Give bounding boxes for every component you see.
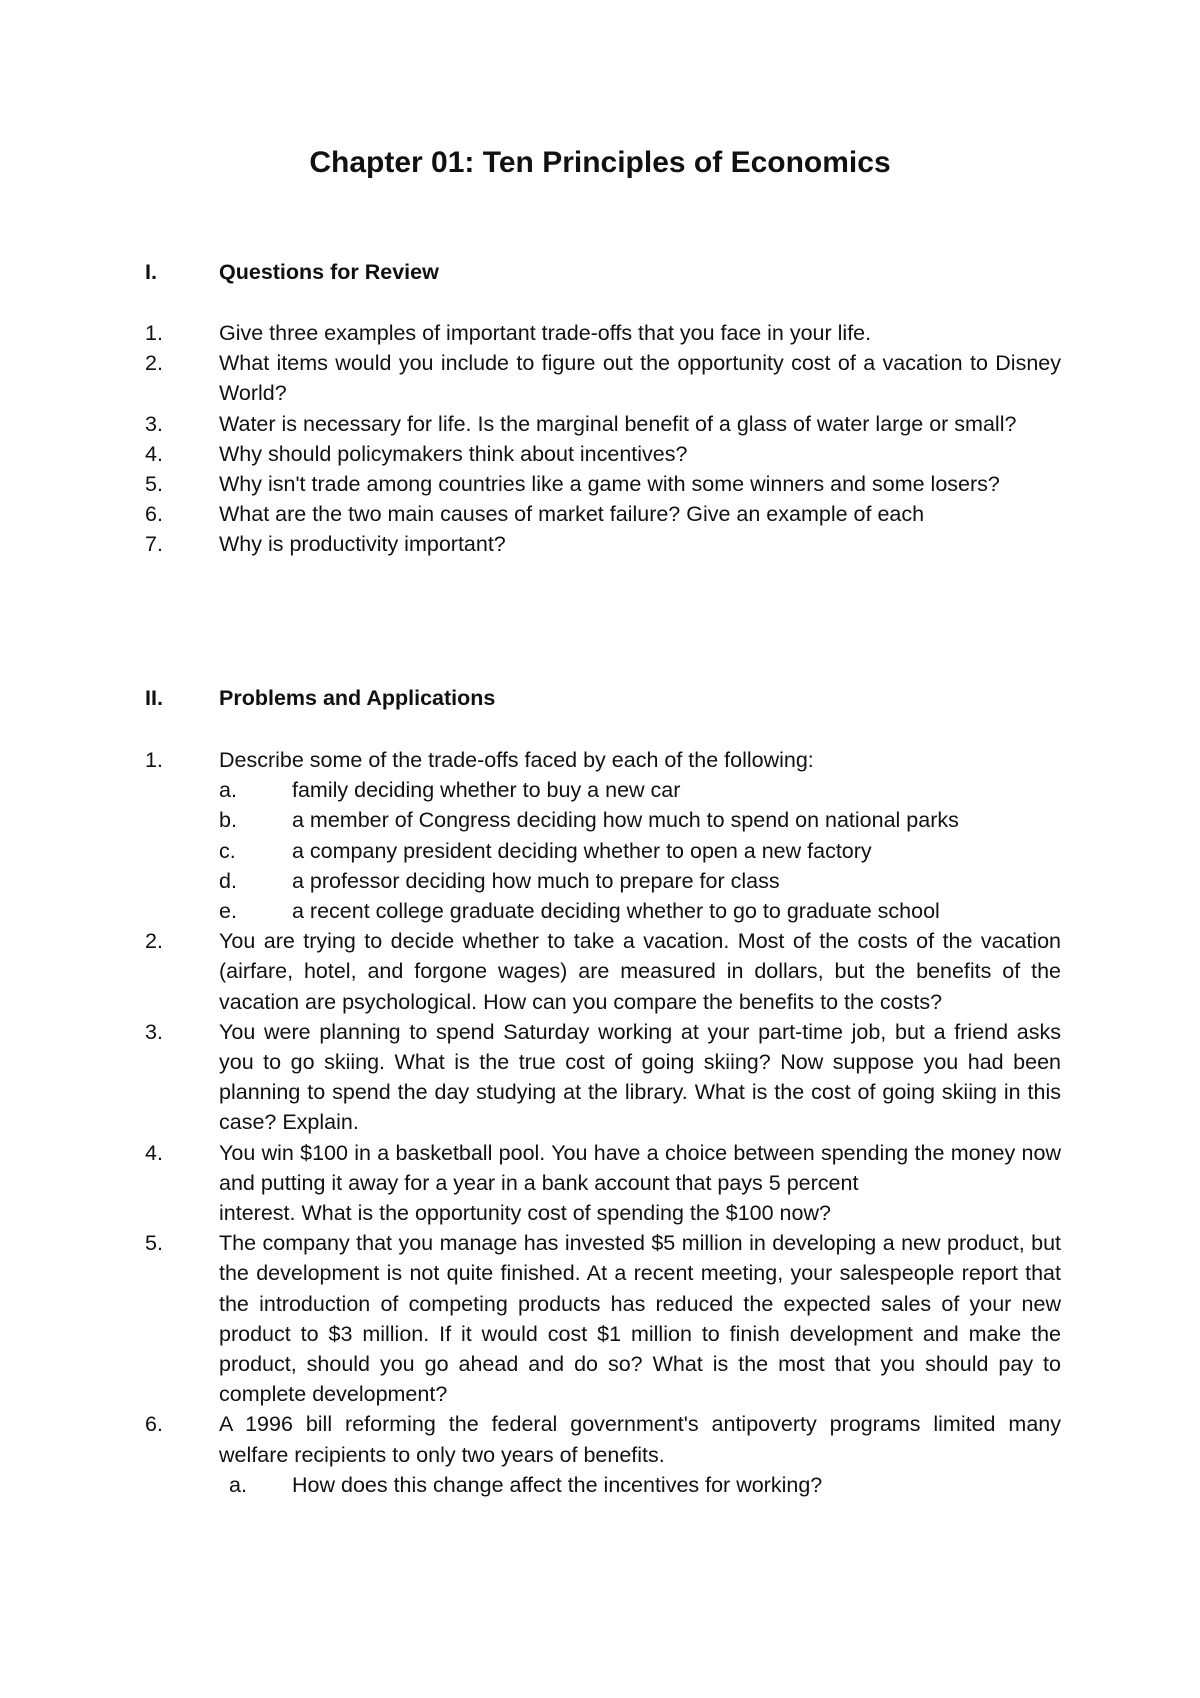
item-text: Water is necessary for life. Is the marginal benefit of a glass of water large or small?	[219, 411, 1017, 436]
list-item	[145, 1017, 1061, 1138]
sub-item	[219, 775, 1061, 805]
sub-letter: e.	[219, 899, 237, 924]
section-title: Questions for Review	[219, 260, 439, 284]
sub-item	[219, 896, 1061, 926]
sub-letter: a.	[219, 778, 237, 803]
section-heading-problems	[145, 686, 495, 711]
item-number: 5.	[145, 1231, 163, 1256]
item-number: 4.	[145, 441, 163, 466]
item-text: What items would you include to figure out the opportunity cost of a vacation to Disney World?	[219, 351, 1061, 406]
page-title: Chapter 01: Ten Principles of Economics	[309, 146, 891, 179]
sub-text: a recent college graduate deciding whether to go to graduate school	[292, 899, 940, 924]
list-item	[145, 469, 1061, 499]
section-number: I.	[145, 260, 157, 284]
item-number: 2.	[145, 929, 163, 954]
sub-text: a company president deciding whether to open a new factory	[292, 838, 872, 863]
item-text: You win $100 in a basketball pool. You have a choice between spending the money now and putting it away for a year in a bank account that pays 5 percent	[219, 1140, 1061, 1195]
list-item	[145, 348, 1061, 408]
item-text: You were planning to spend Saturday working at your part-time job, but a friend asks you to go skiing. What is the true cost of going skiing? Now suppose you had been planning to spend the day studying at the library. What is the cost of going skiing in this case? Explain.	[219, 1019, 1061, 1135]
item-number: 5.	[145, 472, 163, 497]
item-text: What are the two main causes of market failure? Give an example of each	[219, 502, 925, 527]
list-item	[145, 1228, 1061, 1409]
item-text: The company that you manage has invested $5 million in developing a new product, but the development is not quite finished. At a recent meeting, your salespeople report that the introduction of competing products has reduced the expected sales of your new product to $3 million. If it would cost $1 million to finish development and make the product, should you go ahead and do so? What is the most that you should pay to complete development?	[219, 1231, 1061, 1407]
item-number: 4.	[145, 1140, 163, 1165]
list-item	[145, 529, 1061, 559]
list-item	[145, 409, 1061, 439]
sub-text: a professor deciding how much to prepare for class	[292, 868, 780, 893]
list-item	[145, 1138, 1061, 1229]
list-item	[145, 318, 1061, 348]
sub-letter: d.	[219, 868, 237, 893]
item-number: 1.	[145, 748, 163, 772]
item-text-continued: interest. What is the opportunity cost of spending the $100 now?	[219, 1201, 831, 1226]
list-item	[145, 926, 1061, 1017]
list-item	[145, 1409, 1061, 1500]
item-number: 1.	[145, 321, 163, 345]
sub-item	[219, 1470, 1061, 1500]
item-number: 6.	[145, 1412, 163, 1437]
item-number: 6.	[145, 502, 163, 527]
item-text: Give three examples of important trade-offs that you face in your life.	[219, 321, 872, 345]
problems-list	[145, 745, 1061, 1500]
list-item	[145, 499, 1061, 529]
review-questions-list	[145, 318, 1061, 560]
sub-text: How does this change affect the incentives for working?	[292, 1472, 823, 1497]
item-text: Why isn't trade among countries like a game with some winners and some losers?	[219, 472, 1000, 497]
sub-item	[219, 866, 1061, 896]
item-text: You are trying to decide whether to take a vacation. Most of the costs of the vacation (airfare, hotel, and forgone wages) are measured in dollars, but the benefits of the vacation are psychological. How can you compare the benefits to the costs?	[219, 929, 1061, 1014]
sub-letter: b.	[219, 808, 237, 833]
section-title: Problems and Applications	[219, 686, 496, 710]
item-text: Describe some of the trade-offs faced by each of the following:	[219, 748, 814, 772]
list-item	[145, 745, 1061, 926]
item-number: 2.	[145, 351, 163, 376]
section-heading-review	[145, 260, 439, 285]
sub-text: family deciding whether to buy a new car	[292, 778, 681, 803]
item-text: Why should policymakers think about incentives?	[219, 441, 688, 466]
item-text: Why is productivity important?	[219, 532, 506, 557]
sub-item	[219, 805, 1061, 835]
item-number: 7.	[145, 532, 163, 557]
sub-letter: a.	[229, 1472, 247, 1497]
sub-item	[219, 836, 1061, 866]
sub-text: a member of Congress deciding how much to spend on national parks	[292, 808, 959, 833]
list-item	[145, 439, 1061, 469]
sub-letter: c.	[219, 838, 236, 863]
section-number: II.	[145, 686, 163, 710]
item-text: A 1996 bill reforming the federal government's antipoverty programs limited many welfare recipients to only two years of benefits.	[219, 1412, 1061, 1467]
item-number: 3.	[145, 1019, 163, 1044]
item-number: 3.	[145, 411, 163, 436]
